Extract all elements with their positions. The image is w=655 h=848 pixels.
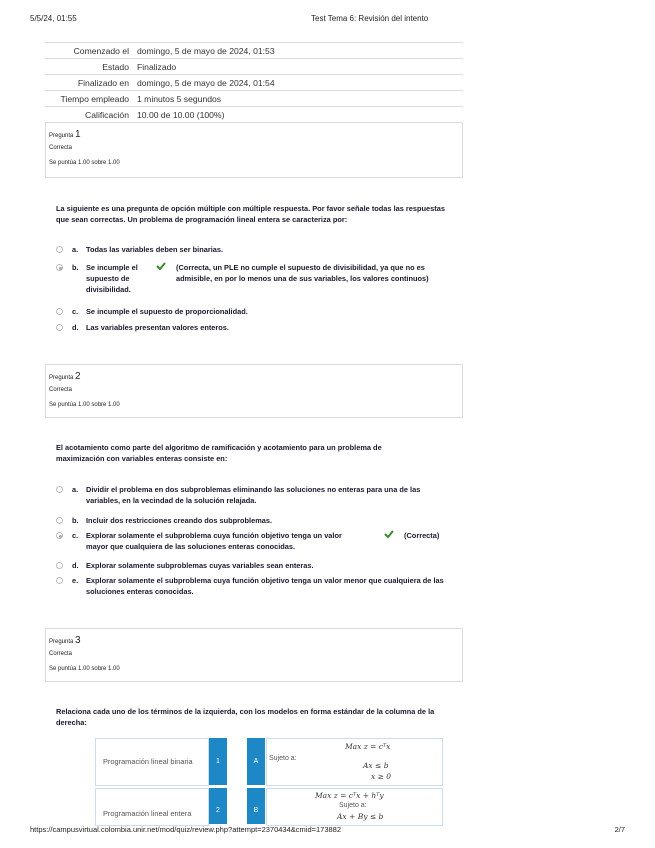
radio-button[interactable] <box>56 486 63 493</box>
model-objective: Max z = cᵀx + hᵀy <box>315 791 384 800</box>
q2-feedback: (Correcta) <box>404 531 440 540</box>
summary-row <box>45 107 463 123</box>
summary-row <box>45 59 463 75</box>
option-text: Explorar solamente el subproblema cuya función objetivo tenga un valor menor que cualquiera de las soluciones enteras conocidas. <box>86 576 444 596</box>
model-nonneg: x ≥ 0 <box>371 772 392 781</box>
option-letter: d. <box>72 561 79 570</box>
model-key: B <box>247 788 265 824</box>
radio-button-selected[interactable] <box>56 264 63 271</box>
q2-option-d[interactable] <box>56 560 451 571</box>
question-title <box>49 129 81 140</box>
option-letter: a. <box>72 245 79 254</box>
question-grade: Se puntúa 1.00 sobre 1.00 <box>49 402 120 408</box>
model-key: A <box>247 738 265 785</box>
question-1-info <box>45 122 463 178</box>
question-grade: Se puntúa 1.00 sobre 1.00 <box>49 666 120 672</box>
print-title: Test Tema 6: Revisión del intento <box>311 14 429 23</box>
q2-option-e[interactable] <box>56 575 451 597</box>
question-3-text: Relaciona cada uno de los términos de la izquierda, con los modelos en forma estándar de la columna de la derecha: <box>56 707 435 727</box>
option-text: Explorar solamente subproblemas cuyas variables sean enteras. <box>86 561 314 570</box>
summary-label: Finalizado en <box>45 75 133 91</box>
option-text: Incluir dos restricciones creando dos subproblemas. <box>86 516 273 525</box>
q1-feedback: (Correcta, un PLE no cumple el supuesto de divisibilidad, ya que no es admisible, en por lo menos una de sus variables, los valores continuos) <box>176 263 429 283</box>
q1-option-d[interactable] <box>56 322 436 333</box>
option-letter: c. <box>72 307 79 316</box>
subject-to-label: Sujeto a: <box>339 802 367 809</box>
term-text: Programación lineal entera <box>103 809 192 818</box>
question-title <box>49 371 81 382</box>
matching-term <box>95 788 209 826</box>
summary-value: domingo, 5 de mayo de 2024, 01:53 <box>133 43 463 59</box>
summary-value: 10.00 de 10.00 (100%) <box>133 107 463 123</box>
summary-row <box>45 75 463 91</box>
subject-to-label: Sujeto a: <box>269 755 297 762</box>
radio-button[interactable] <box>56 308 63 315</box>
print-datetime: 5/5/24, 01:55 <box>30 14 77 23</box>
term-number: 1 <box>209 738 227 785</box>
summary-value: Finalizado <box>133 59 463 75</box>
question-state: Correcta <box>49 651 73 657</box>
option-text: Se incumple el supuesto de proporcionalidad. <box>86 307 248 316</box>
question-3-info <box>45 628 463 682</box>
option-text: Explorar solamente el subproblema cuya función objetivo tenga un valor mayor que cualquiera de las soluciones enteras conocidas. <box>86 531 342 551</box>
question-number: 3 <box>75 635 81 646</box>
summary-row <box>45 91 463 107</box>
matching-model <box>266 788 443 826</box>
summary-value: domingo, 5 de mayo de 2024, 01:54 <box>133 75 463 91</box>
option-letter: b. <box>72 516 79 525</box>
option-text: Las variables presentan valores enteros. <box>86 323 229 332</box>
option-letter: c. <box>72 531 79 540</box>
matching-model <box>266 738 443 786</box>
question-label: Pregunta <box>49 639 74 645</box>
model-objective: Max z = cᵀx <box>345 742 391 751</box>
summary-row <box>45 43 463 59</box>
radio-button[interactable] <box>56 517 63 524</box>
q2-option-a[interactable] <box>56 484 451 506</box>
option-letter: a. <box>72 485 79 494</box>
q1-option-b[interactable] <box>56 262 146 296</box>
option-text: Se incumple el supuesto de divisibilidad. <box>86 263 138 294</box>
option-letter: e. <box>72 576 79 585</box>
check-icon <box>384 530 394 538</box>
option-letter: b. <box>72 263 79 272</box>
check-icon <box>156 262 166 270</box>
model-constraint: Ax + By ≤ b <box>337 812 384 821</box>
q1-option-c[interactable] <box>56 306 436 317</box>
radio-button[interactable] <box>56 324 63 331</box>
matching-term <box>95 738 209 786</box>
summary-label: Tiempo empleado <box>45 91 133 107</box>
radio-button-selected[interactable] <box>56 532 63 539</box>
question-number: 2 <box>75 371 81 382</box>
matching-table <box>95 738 441 820</box>
option-text: Todas las variables deben ser binarias. <box>86 245 224 254</box>
attempt-summary-table <box>45 42 463 123</box>
print-url: https://campusvirtual.colombia.unir.net/mod/quiz/review.php?attempt=2370434&cmid=173882 <box>30 825 342 834</box>
question-2-text: El acotamiento como parte del algoritmo de ramificación y acotamiento para un problema de maximización con variables enteras consiste en: <box>56 443 382 463</box>
q1-option-a[interactable] <box>56 244 436 255</box>
option-letter: d. <box>72 323 79 332</box>
term-text: Programación lineal binaria <box>103 757 193 766</box>
radio-button[interactable] <box>56 577 63 584</box>
summary-value: 1 minutos 5 segundos <box>133 91 463 107</box>
question-state: Correcta <box>49 387 73 393</box>
question-label: Pregunta <box>49 375 74 381</box>
term-number: 2 <box>209 788 227 824</box>
option-text: Dividir el problema en dos subproblemas eliminando las soluciones no enteras para una de las variables, en la vecindad de la solución relajada. <box>86 485 421 505</box>
question-number: 1 <box>75 129 81 140</box>
print-page-number: 2/7 <box>614 825 625 834</box>
radio-button[interactable] <box>56 562 63 569</box>
print-header <box>30 14 625 26</box>
summary-label: Estado <box>45 59 133 75</box>
summary-label: Comenzado el <box>45 43 133 59</box>
q2-option-b[interactable] <box>56 515 451 526</box>
print-footer <box>30 825 625 837</box>
question-1-text: La siguiente es una pregunta de opción múltiple con múltiple respuesta. Por favor señale todas las respuestas que sean correctas. Un problema de programación lineal entera se caracteriza por: <box>56 204 445 224</box>
q2-option-c[interactable] <box>56 530 356 552</box>
question-label: Pregunta <box>49 133 74 139</box>
question-state: Correcta <box>49 145 73 151</box>
question-title <box>49 635 81 646</box>
question-2-info <box>45 364 463 418</box>
question-grade: Se puntúa 1.00 sobre 1.00 <box>49 160 120 166</box>
radio-button[interactable] <box>56 246 63 253</box>
summary-label: Calificación <box>45 107 133 123</box>
model-constraint: Ax ≤ b <box>363 761 389 770</box>
